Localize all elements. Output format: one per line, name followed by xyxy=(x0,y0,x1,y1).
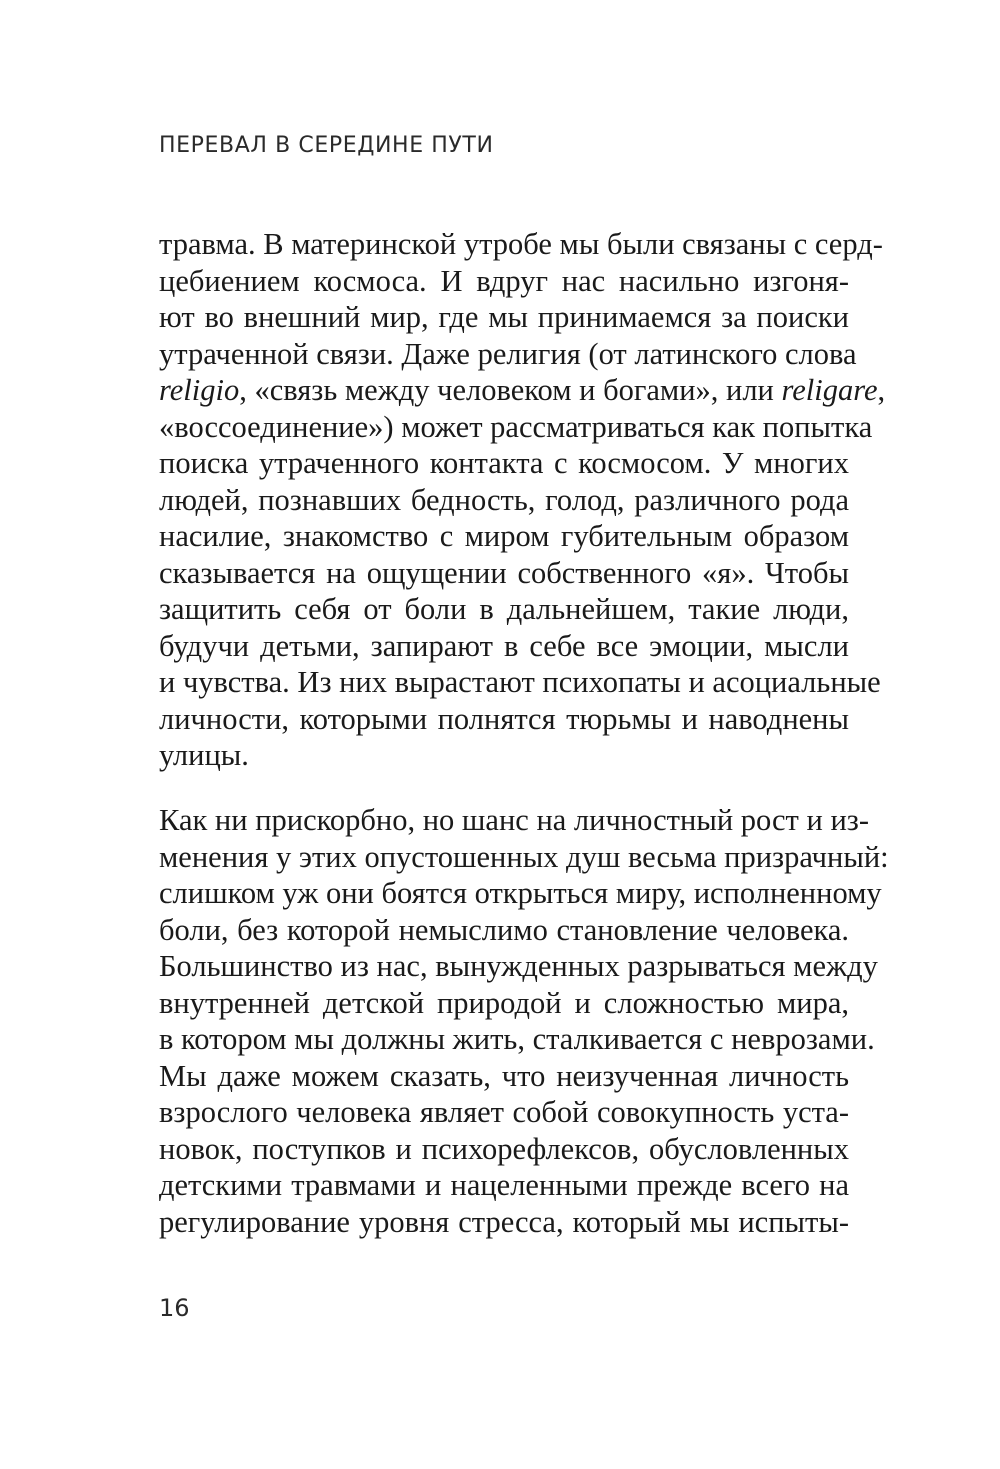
text-line: менения у этих опустошенных душ весьма призрачный: xyxy=(159,839,889,874)
text-line: Мы даже можем сказать, что неизученная личность xyxy=(159,1058,849,1093)
text-segment: , «связь между человеком и богами», или xyxy=(239,373,782,407)
text-line: будучи детьми, запирают в себе все эмоции, мысли xyxy=(159,628,849,663)
text-line: людей, познавших бедность, голод, различного рода xyxy=(159,482,849,517)
text-line: насилие, знакомство с миром губительным образом xyxy=(159,519,849,553)
italic-term-religio: religio xyxy=(159,373,240,407)
text-line: защитить себя от боли в дальнейшем, такие люди, xyxy=(159,592,849,626)
page-number: 16 xyxy=(159,1294,190,1322)
text-line: внутренней детской природой и сложностью мира, xyxy=(159,985,849,1020)
text-line: детскими травмами и нацеленными прежде всего на xyxy=(159,1168,849,1202)
text-line: сказывается на ощущении собственного «я». Чтобы xyxy=(159,555,849,590)
italic-term-religare: religare xyxy=(781,373,878,407)
running-head: ПЕРЕВАЛ В СЕРЕДИНЕ ПУТИ xyxy=(159,133,494,158)
text-line: травма. В материнской утробе мы были связаны с серд- xyxy=(159,227,883,261)
text-line: и чувства. Из них вырастают психопаты и асоциальные xyxy=(159,665,881,699)
text-line-mixed xyxy=(159,372,886,409)
text-line: слишком уж они боятся открыться миру, исполненному xyxy=(159,876,882,910)
text-line: улицы. xyxy=(159,738,249,772)
paragraph-1 xyxy=(159,226,886,774)
text-line: ют во внешний мир, где мы принимаемся за поиски xyxy=(159,300,849,334)
text-line: утраченной связи. Даже религия (от латинского слова xyxy=(159,336,857,371)
paragraph-2 xyxy=(159,802,889,1240)
text-line: новок, поступков и психорефлексов, обусловленных xyxy=(159,1131,849,1166)
text-line: цебиением космоса. И вдруг нас насильно изгоня- xyxy=(159,263,849,298)
text-line: «воссоединение») может рассматриваться как попытка xyxy=(159,409,873,444)
text-line: боли, без которой немыслимо становление человека. xyxy=(159,912,849,947)
text-segment: , xyxy=(877,373,886,407)
text-line: в котором мы должны жить, сталкивается с неврозами. xyxy=(159,1022,875,1056)
text-line: регулирование уровня стресса, который мы испыты- xyxy=(159,1204,849,1239)
text-line: личности, которыми полнятся тюрьмы и наводнены xyxy=(159,701,849,736)
text-line: взрослого человека являет собой совокупность уста- xyxy=(159,1095,849,1129)
text-line: Как ни прискорбно, но шанс на личностный рост и из- xyxy=(159,803,869,837)
text-line: Большинство из нас, вынужденных разрываться между xyxy=(159,949,878,983)
text-line: поиска утраченного контакта с космосом. У многих xyxy=(159,446,849,480)
